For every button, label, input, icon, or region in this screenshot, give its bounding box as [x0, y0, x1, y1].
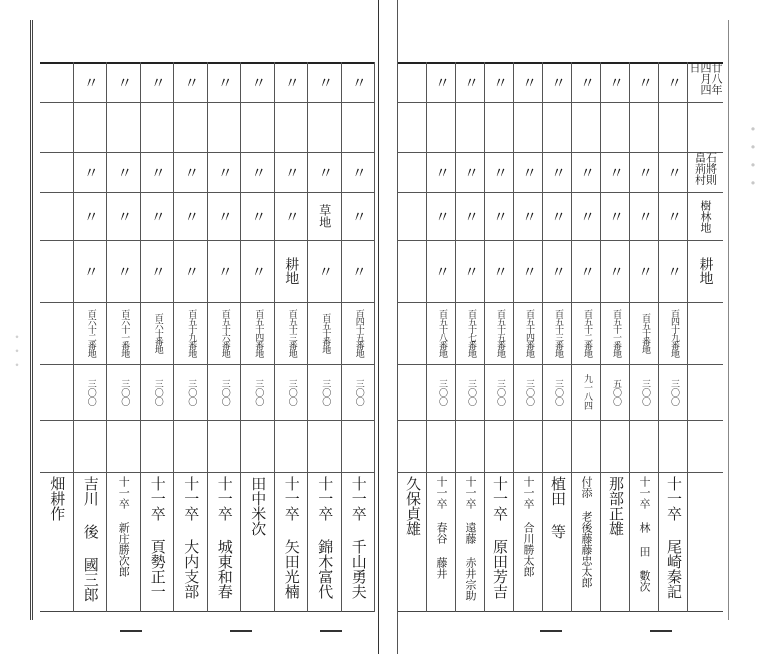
land-type-cell: 〃 — [316, 263, 335, 279]
ditto-mark: 〃 — [433, 164, 451, 180]
ditto-mark: 〃 — [349, 74, 368, 90]
owner-name-cell: 十一卒 尾崎秦記 — [665, 476, 683, 599]
ditto-mark: 〃 — [578, 208, 596, 224]
ditto-mark: 〃 — [115, 74, 134, 90]
right-page-edge — [728, 20, 759, 620]
lot-number-cell: 百五十一番地 — [611, 309, 621, 357]
area-cell: 三〇〇 — [553, 378, 563, 406]
owner-name-cell: 十一卒 林 田 數次 — [638, 476, 651, 592]
ditto-mark: 〃 — [491, 164, 509, 180]
owner-name-cell: 十一卒 大内支部 — [182, 476, 201, 599]
entry-column — [342, 62, 376, 612]
bleed-through-marks-right: ・・・・ — [741, 120, 762, 192]
land-type-cell: 〃 — [491, 263, 509, 279]
entry-column — [456, 62, 485, 612]
ditto-mark: 〃 — [215, 74, 234, 90]
ditto-mark: 〃 — [433, 74, 451, 90]
land-type-cell: 〃 — [349, 263, 368, 279]
land-type-label: 耕地 — [697, 257, 714, 285]
ditto-mark: 〃 — [282, 208, 301, 224]
ditto-mark: 〃 — [182, 164, 201, 180]
entry-column — [543, 62, 572, 612]
lot-number-cell: 百五十六番地 — [219, 309, 230, 357]
entry-column — [630, 62, 659, 612]
ditto-mark: 〃 — [665, 74, 683, 90]
entry-column — [514, 62, 543, 612]
ditto-mark: 〃 — [249, 164, 268, 180]
area-cell: 三〇〇 — [353, 378, 364, 406]
area-cell: 三〇〇 — [186, 378, 197, 406]
owner-name-cell: 十一卒 遠藤 赤井宗助 — [464, 476, 477, 601]
ditto-mark: 〃 — [491, 208, 509, 224]
entry-column — [74, 62, 108, 612]
category-label: 石將則 畠荊村 — [693, 152, 718, 185]
land-type-cell: 〃 — [81, 263, 100, 279]
ditto-mark: 〃 — [81, 74, 100, 90]
owner-name-cell: 十一卒 頁勢正一 — [148, 476, 167, 599]
lot-number-cell: 百五十四番地 — [524, 309, 534, 357]
ditto-mark: 〃 — [665, 208, 683, 224]
ditto-mark: 〃 — [349, 208, 368, 224]
land-type-cell: 〃 — [462, 263, 480, 279]
entry-column — [107, 62, 141, 612]
row-label-column — [688, 62, 723, 612]
ditto-mark: 〃 — [148, 208, 167, 224]
lot-number-cell: 百五十四番地 — [253, 309, 264, 357]
ditto-mark: 〃 — [215, 164, 234, 180]
ditto-mark: 〃 — [636, 164, 654, 180]
land-type-cell: 〃 — [182, 263, 201, 279]
book-binding-gutter — [378, 0, 398, 654]
lot-number-cell: 百五十番地 — [640, 313, 650, 353]
owner-name-cell: 十一卒 矢田光楠 — [282, 476, 301, 599]
ditto-mark: 〃 — [549, 74, 567, 90]
ditto-mark: 〃 — [316, 74, 335, 90]
entry-column — [572, 62, 601, 612]
ditto-mark: 〃 — [491, 74, 509, 90]
bleed-through-marks-left: ・・・ — [8, 330, 24, 372]
ditto-mark: 〃 — [115, 208, 134, 224]
ditto-mark: 〃 — [81, 164, 100, 180]
lot-number-cell: 百五十七番地 — [466, 309, 476, 357]
ditto-mark: 〃 — [578, 164, 596, 180]
lot-number-cell: 百五十三番地 — [286, 309, 297, 357]
ditto-mark: 〃 — [148, 74, 167, 90]
entry-column — [659, 62, 688, 612]
land-type-cell: 〃 — [433, 263, 451, 279]
area-cell: 三〇〇 — [466, 378, 476, 406]
area-cell: 三〇〇 — [85, 378, 96, 406]
owner-name-cell: 十一卒 原田芳吉 — [491, 476, 509, 599]
land-type-cell: 〃 — [578, 263, 596, 279]
land-type-cell: 〃 — [665, 263, 683, 279]
land-type-cell: 〃 — [636, 263, 654, 279]
owner-name-cell: 田中米次 — [249, 476, 268, 536]
ditto-mark: 〃 — [81, 208, 100, 224]
area-cell: 三〇〇 — [437, 378, 447, 406]
land-type-cell: 〃 — [549, 263, 567, 279]
owner-name-cell: 久保貞雄 — [404, 476, 422, 536]
area-cell: 三〇〇 — [286, 378, 297, 406]
land-type-cell: 〃 — [115, 263, 134, 279]
left-register-page — [40, 62, 375, 612]
footer-mark — [320, 630, 342, 632]
right-register-page — [398, 62, 723, 612]
ditto-mark: 〃 — [665, 164, 683, 180]
owner-name-cell: 十一卒 新庄勝次郎 — [117, 476, 131, 577]
ditto-mark: 〃 — [607, 74, 625, 90]
ditto-mark: 〃 — [182, 74, 201, 90]
area-cell: 三〇〇 — [320, 378, 331, 406]
lot-number-cell: 百五十五番地 — [495, 309, 505, 357]
ditto-mark: 〃 — [115, 164, 134, 180]
owner-name-cell: 畑耕作 — [48, 476, 67, 521]
entry-column — [601, 62, 630, 612]
date-label: 廿八年 四月四日 — [688, 62, 723, 95]
footer-mark — [540, 630, 562, 632]
owner-name-cell: 十一卒 錦木富代 — [316, 476, 335, 599]
reason-cell: 草地 — [317, 204, 332, 228]
ditto-mark: 〃 — [182, 208, 201, 224]
entry-column — [427, 62, 456, 612]
entry-column — [241, 62, 275, 612]
ditto-mark: 〃 — [215, 208, 234, 224]
ditto-mark: 〃 — [578, 74, 596, 90]
owner-name-cell: 吉川 後 國三郎 — [81, 476, 100, 602]
entry-column — [208, 62, 242, 612]
area-cell: 九一八四 — [582, 374, 592, 410]
land-type-cell: 〃 — [148, 263, 167, 279]
land-type-cell: 〃 — [520, 263, 538, 279]
area-cell: 三〇〇 — [640, 378, 650, 406]
lot-number-cell: 百六十二番地 — [85, 309, 96, 357]
lot-number-cell: 百五十三番地 — [553, 309, 563, 357]
lot-number-cell: 百四十五番地 — [353, 309, 364, 357]
lot-number-cell: 百五十九番地 — [186, 309, 197, 357]
area-cell: 五〇〇 — [611, 378, 621, 406]
ditto-mark: 〃 — [249, 74, 268, 90]
area-cell: 三〇〇 — [152, 378, 163, 406]
ditto-mark: 〃 — [462, 74, 480, 90]
ditto-mark: 〃 — [636, 208, 654, 224]
owner-name-cell: 十一卒 千山勇夫 — [349, 476, 368, 599]
lot-number-cell: 百五十番地 — [320, 313, 331, 353]
owner-name-cell: 植田 等 — [549, 476, 567, 539]
area-cell: 三〇〇 — [253, 378, 264, 406]
footer-mark — [650, 630, 672, 632]
lot-number-cell: 百四十九番地 — [669, 309, 679, 357]
ditto-mark: 〃 — [349, 164, 368, 180]
owner-name-cell: 付添 老後藤藤忠太郎 — [580, 476, 593, 588]
ditto-mark: 〃 — [607, 208, 625, 224]
entry-column — [174, 62, 208, 612]
ditto-mark: 〃 — [316, 164, 335, 180]
left-binding-edge — [30, 20, 37, 620]
entry-column — [308, 62, 342, 612]
area-cell: 三〇〇 — [495, 378, 505, 406]
ditto-mark: 〃 — [549, 208, 567, 224]
lot-number-cell: 百五十二番地 — [582, 309, 592, 357]
entry-column — [141, 62, 175, 612]
ditto-mark: 〃 — [462, 208, 480, 224]
area-cell: 三〇〇 — [669, 378, 679, 406]
reason-label: 樹林地 — [699, 199, 712, 233]
ditto-mark: 〃 — [607, 164, 625, 180]
ditto-mark: 〃 — [636, 74, 654, 90]
ditto-mark: 〃 — [549, 164, 567, 180]
footer-mark — [120, 630, 142, 632]
lot-number-cell: 百六十一番地 — [119, 309, 130, 357]
area-cell: 三〇〇 — [524, 378, 534, 406]
entry-column — [485, 62, 514, 612]
owner-name-cell: 十一卒 城東和春 — [215, 476, 234, 599]
entry-column — [40, 62, 74, 612]
ditto-mark: 〃 — [148, 164, 167, 180]
ditto-mark: 〃 — [433, 208, 451, 224]
land-type-cell: 〃 — [215, 263, 234, 279]
footer-mark — [230, 630, 252, 632]
owner-name-cell: 十一卒 合川勝太郎 — [522, 476, 535, 577]
area-cell: 三〇〇 — [119, 378, 130, 406]
ditto-mark: 〃 — [462, 164, 480, 180]
land-type-cell: 〃 — [607, 263, 625, 279]
land-type-cell: 耕地 — [283, 257, 300, 285]
ditto-mark: 〃 — [520, 208, 538, 224]
lot-number-cell: 百五十八番地 — [437, 309, 447, 357]
ditto-mark: 〃 — [249, 208, 268, 224]
area-cell: 三〇〇 — [219, 378, 230, 406]
entry-column — [398, 62, 427, 612]
ditto-mark: 〃 — [520, 164, 538, 180]
ditto-mark: 〃 — [282, 74, 301, 90]
lot-number-cell: 百六十番地 — [152, 313, 163, 353]
ditto-mark: 〃 — [520, 74, 538, 90]
land-type-cell: 〃 — [249, 263, 268, 279]
owner-name-cell: 十一卒 春谷 藤井 — [435, 476, 448, 579]
ditto-mark: 〃 — [282, 164, 301, 180]
owner-name-cell: 那部正雄 — [607, 476, 625, 536]
entry-column — [275, 62, 309, 612]
